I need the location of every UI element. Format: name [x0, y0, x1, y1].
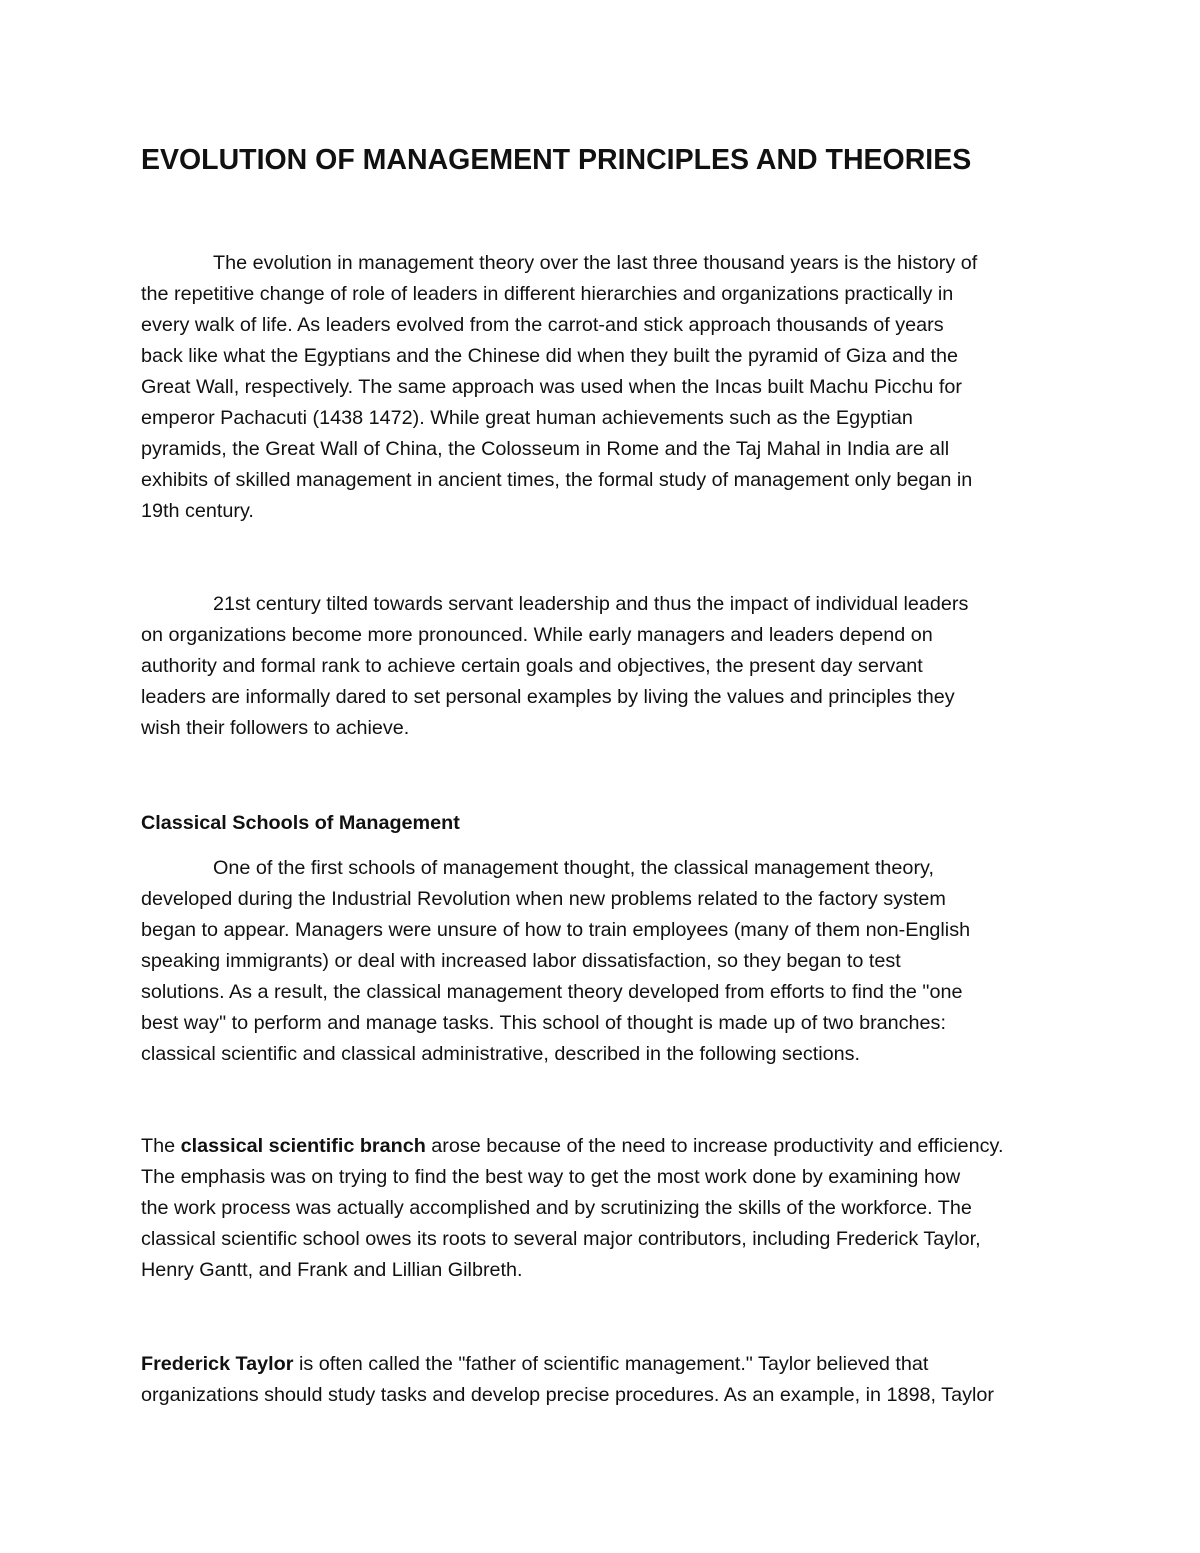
text-line: emperor Pachacuti (1438 1472). While great human achievements such as the Egyptian — [141, 407, 913, 429]
text-line: the work process was actually accomplished and by scrutinizing the skills of the workforce. The — [141, 1197, 972, 1219]
text-line: speaking immigrants) or deal with increased labor dissatisfaction, so they began to test — [141, 950, 901, 972]
text-line: 21st century tilted towards servant leadership and thus the impact of individual leaders — [213, 593, 969, 615]
text-line: One of the first schools of management thought, the classical management theory, — [213, 857, 934, 879]
bold-term: Frederick Taylor — [141, 1353, 294, 1375]
text-line: on organizations become more pronounced. While early managers and leaders depend on — [141, 624, 933, 646]
text-line: solutions. As a result, the classical management theory developed from efforts to find the "one — [141, 981, 963, 1003]
text-line — [141, 1131, 1061, 1162]
text-line: back like what the Egyptians and the Chinese did when they built the pyramid of Giza and the — [141, 345, 959, 367]
bold-term: classical scientific branch — [180, 1135, 426, 1157]
text-line: began to appear. Managers were unsure of how to train employees (many of them non-English — [141, 919, 971, 941]
text-line: every walk of life. As leaders evolved from the carrot-and stick approach thousands of years — [141, 314, 944, 336]
text-line: developed during the Industrial Revolution when new problems related to the factory system — [141, 888, 946, 910]
text-line: classical scientific school owes its roots to several major contributors, including Frederick Taylor, — [141, 1228, 981, 1250]
text-line: the repetitive change of role of leaders in different hierarchies and organizations practically in — [141, 283, 954, 305]
paragraph-scientific-branch — [141, 1131, 1061, 1286]
paragraph-servant-leadership — [141, 589, 1061, 744]
section-heading: Classical Schools of Management — [141, 812, 460, 834]
text-line: pyramids, the Great Wall of China, the Colosseum in Rome and the Taj Mahal in India are all — [141, 438, 950, 460]
text-fragment: The — [141, 1135, 181, 1157]
text-line: The emphasis was on trying to find the best way to get the most work done by examining how — [141, 1166, 961, 1188]
text-line: exhibits of skilled management in ancient times, the formal study of management only began in — [141, 469, 973, 491]
text-line: classical scientific and classical administrative, described in the following sections. — [141, 1043, 861, 1065]
text-line: Henry Gantt, and Frank and Lillian Gilbreth. — [141, 1259, 523, 1281]
text-line: authority and formal rank to achieve certain goals and objectives, the present day servant — [141, 655, 923, 677]
text-line — [141, 1349, 1061, 1380]
paragraph-classical-theory — [141, 853, 1061, 1070]
text-line: organizations should study tasks and develop precise procedures. As an example, in 1898, Taylor — [141, 1384, 994, 1406]
paragraph-intro — [141, 248, 1061, 527]
document-title: EVOLUTION OF MANAGEMENT PRINCIPLES AND THEORIES — [141, 144, 972, 176]
text-line: wish their followers to achieve. — [141, 717, 410, 739]
text-line: best way" to perform and manage tasks. This school of thought is made up of two branches: — [141, 1012, 946, 1034]
paragraph-frederick-taylor — [141, 1349, 1061, 1411]
text-line: 19th century. — [141, 500, 254, 522]
text-line: Great Wall, respectively. The same approach was used when the Incas built Machu Picchu for — [141, 376, 962, 398]
text-line: leaders are informally dared to set personal examples by living the values and principles they — [141, 686, 955, 708]
text-fragment: arose because of the need to increase productivity and efficiency. — [425, 1135, 1004, 1157]
text-fragment: is often called the "father of scientific management." Taylor believed that — [293, 1353, 929, 1375]
text-line: The evolution in management theory over the last three thousand years is the history of — [213, 252, 978, 274]
